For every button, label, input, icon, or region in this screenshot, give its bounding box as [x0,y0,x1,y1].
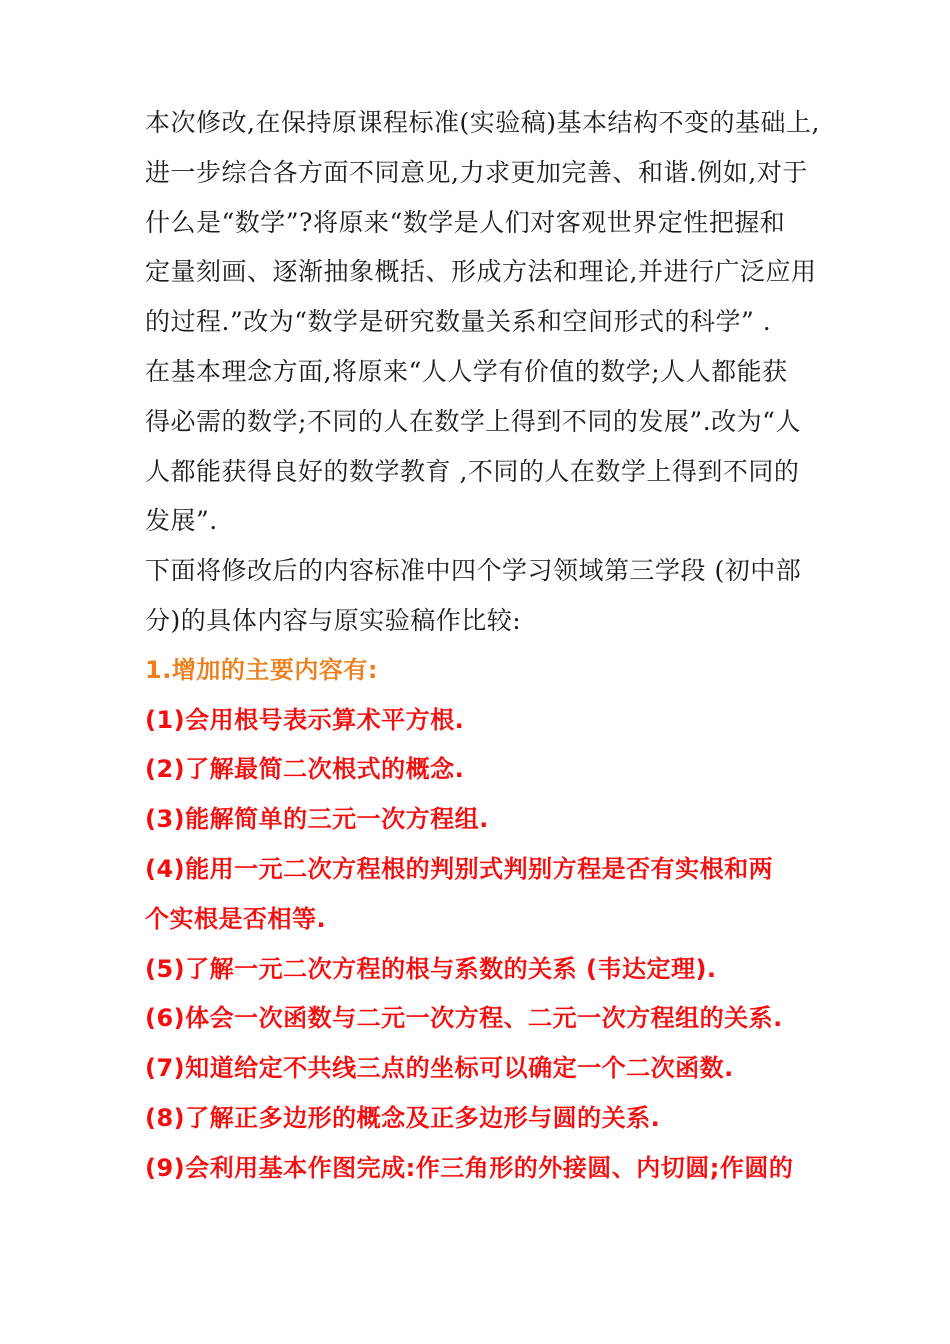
text-line: 定量刻画、逐渐抽象概括、形成方法和理论,并进行广泛应用 [145,257,817,287]
list-item: (6)体会一次函数与二元一次方程、二元一次方程组的关系. [145,1004,783,1033]
paragraph-basic-concepts [145,347,825,546]
text-line: 进一步综合各方面不同意见,力求更加完善、和谐.例如,对于 [145,157,808,187]
text-line: 本次修改,在保持原课程标准(实验稿)基本结构不变的基础上, [145,108,820,137]
list-item: (7)知道给定不共线三点的坐标可以确定一个二次函数. [145,1054,734,1083]
list-item: (5)了解一元二次方程的根与系数的关系 (韦达定理). [145,954,717,983]
list-item: (8)了解正多边形的概念及正多边形与圆的关系. [145,1103,661,1132]
paragraph-comparison-intro [145,546,825,646]
text-line: 的过程.”改为“数学是研究数量关系和空间形式的科学” . [145,307,772,337]
list-item: 个实根是否相等. [145,904,327,933]
text-line: 在基本理念方面,将原来“人人学有价值的数学;人人都能获 [145,356,788,386]
text-line: 人都能获得良好的数学教育 ,不同的人在数学上得到不同的 [145,456,800,486]
paragraph-curriculum-revision [145,98,825,347]
list-item: (2)了解最简二次根式的概念. [145,755,465,784]
text-line: 什么是“数学”?将原来“数学是人们对客观世界定性把握和 [145,207,786,237]
section-heading: 1.增加的主要内容有: [145,655,378,684]
list-item: (1)会用根号表示算术平方根. [145,705,465,734]
list-item: (4)能用一元二次方程根的判别式判别方程是否有实根和两 [145,854,774,883]
text-line: 分)的具体内容与原实验稿作比较: [145,605,522,635]
text-line: 下面将修改后的内容标准中四个学习领域第三学段 (初中部 [145,556,802,586]
list-item: (3)能解简单的三元一次方程组. [145,805,489,834]
added-content-list [145,696,825,1194]
text-line: 得必需的数学;不同的人在数学上得到不同的发展”.改为“人 [145,406,801,436]
list-item: (9)会利用基本作图完成:作三角形的外接圆、内切圆;作圆的 [145,1153,794,1182]
text-line: 发展”. [145,506,218,536]
document-body [145,98,825,1194]
